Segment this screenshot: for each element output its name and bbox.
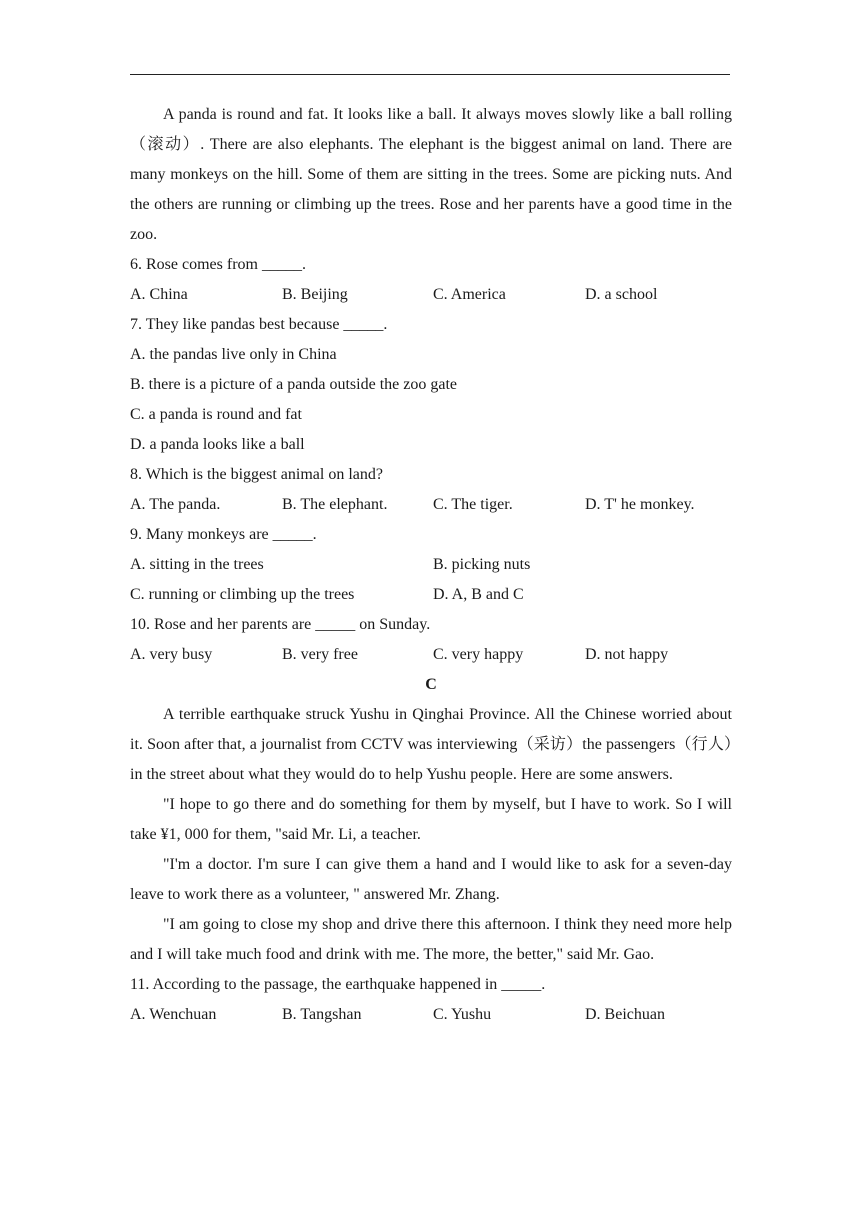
option-c: C. a panda is round and fat [130,406,302,423]
section-c-paragraph-2: "I hope to go there and do something for them by myself, but I have to work. So I will take ¥1, 000 for them, "said Mr. Li, a teacher. [130,796,732,843]
option-a: A. The panda. [130,496,221,513]
section-c-paragraph-1: A terrible earthquake struck Yushu in Qinghai Province. All the Chinese worried about it. Soon after that, a journalist from CCTV was interviewing（采访）the passengers（行人）in the street about what they would do to help Yushu people. Here are some answers. [130,706,732,783]
option-c: C. America [433,286,506,303]
option-d: D. A, B and C [433,586,524,603]
question-9-stem: 9. Many monkeys are _____. [130,526,317,543]
question-9-options-row-2 [130,580,732,610]
option-a: A. Wenchuan [130,1006,217,1023]
question-6-stem: 6. Rose comes from _____. [130,256,306,273]
question-11-stem: 11. According to the passage, the earthquake happened in _____. [130,976,546,993]
section-c-paragraph-4: "I am going to close my shop and drive there this afternoon. I think they need more help and I will take much food and drink with me. The more, the better," said Mr. Gao. [130,916,732,963]
option-a: A. China [130,286,188,303]
option-d: D. not happy [585,646,669,663]
option-b: B. very free [282,646,358,663]
option-a: A. very busy [130,646,213,663]
option-b: B. picking nuts [433,556,531,573]
option-a: A. sitting in the trees [130,556,264,573]
option-d: D. T' he monkey. [585,496,695,513]
option-d: D. a panda looks like a ball [130,436,305,453]
option-d: D. a school [585,286,658,303]
question-8-stem: 8. Which is the biggest animal on land? [130,466,383,483]
question-10-stem: 10. Rose and her parents are _____ on Sunday. [130,616,431,633]
option-b: B. there is a picture of a panda outside the zoo gate [130,376,457,393]
option-c: C. very happy [433,646,524,663]
question-7-stem: 7. They like pandas best because _____. [130,316,388,333]
question-10-options [130,640,732,670]
option-a: A. the pandas live only in China [130,346,337,363]
option-b: B. The elephant. [282,496,388,513]
option-d: D. Beichuan [585,1006,665,1023]
question-11-options [130,1000,732,1030]
question-6-options [130,280,732,310]
option-b: B. Beijing [282,286,348,303]
option-b: B. Tangshan [282,1006,362,1023]
header-rule [130,74,730,75]
option-c: C. The tiger. [433,496,513,513]
question-9-options-row-1 [130,550,732,580]
section-c-paragraph-3: "I'm a doctor. I'm sure I can give them a hand and I would like to ask for a seven-day leave to work there as a volunteer, " answered Mr. Zhang. [130,856,732,903]
passage-b-paragraph: A panda is round and fat. It looks like a ball. It always moves slowly like a ball rolling（滚动）. There are also elephants. The elephant is the biggest animal on land. There are many monkeys on the hill. Some of them are sitting in the trees. Some are picking nuts. And the others are running or climbing up the trees. Rose and her parents have a good time in the zoo. [130,106,732,243]
question-8-options [130,490,732,520]
option-c: C. running or climbing up the trees [130,586,355,603]
document-body [130,100,732,1030]
section-c-heading: C [425,676,437,693]
option-c: C. Yushu [433,1006,492,1023]
